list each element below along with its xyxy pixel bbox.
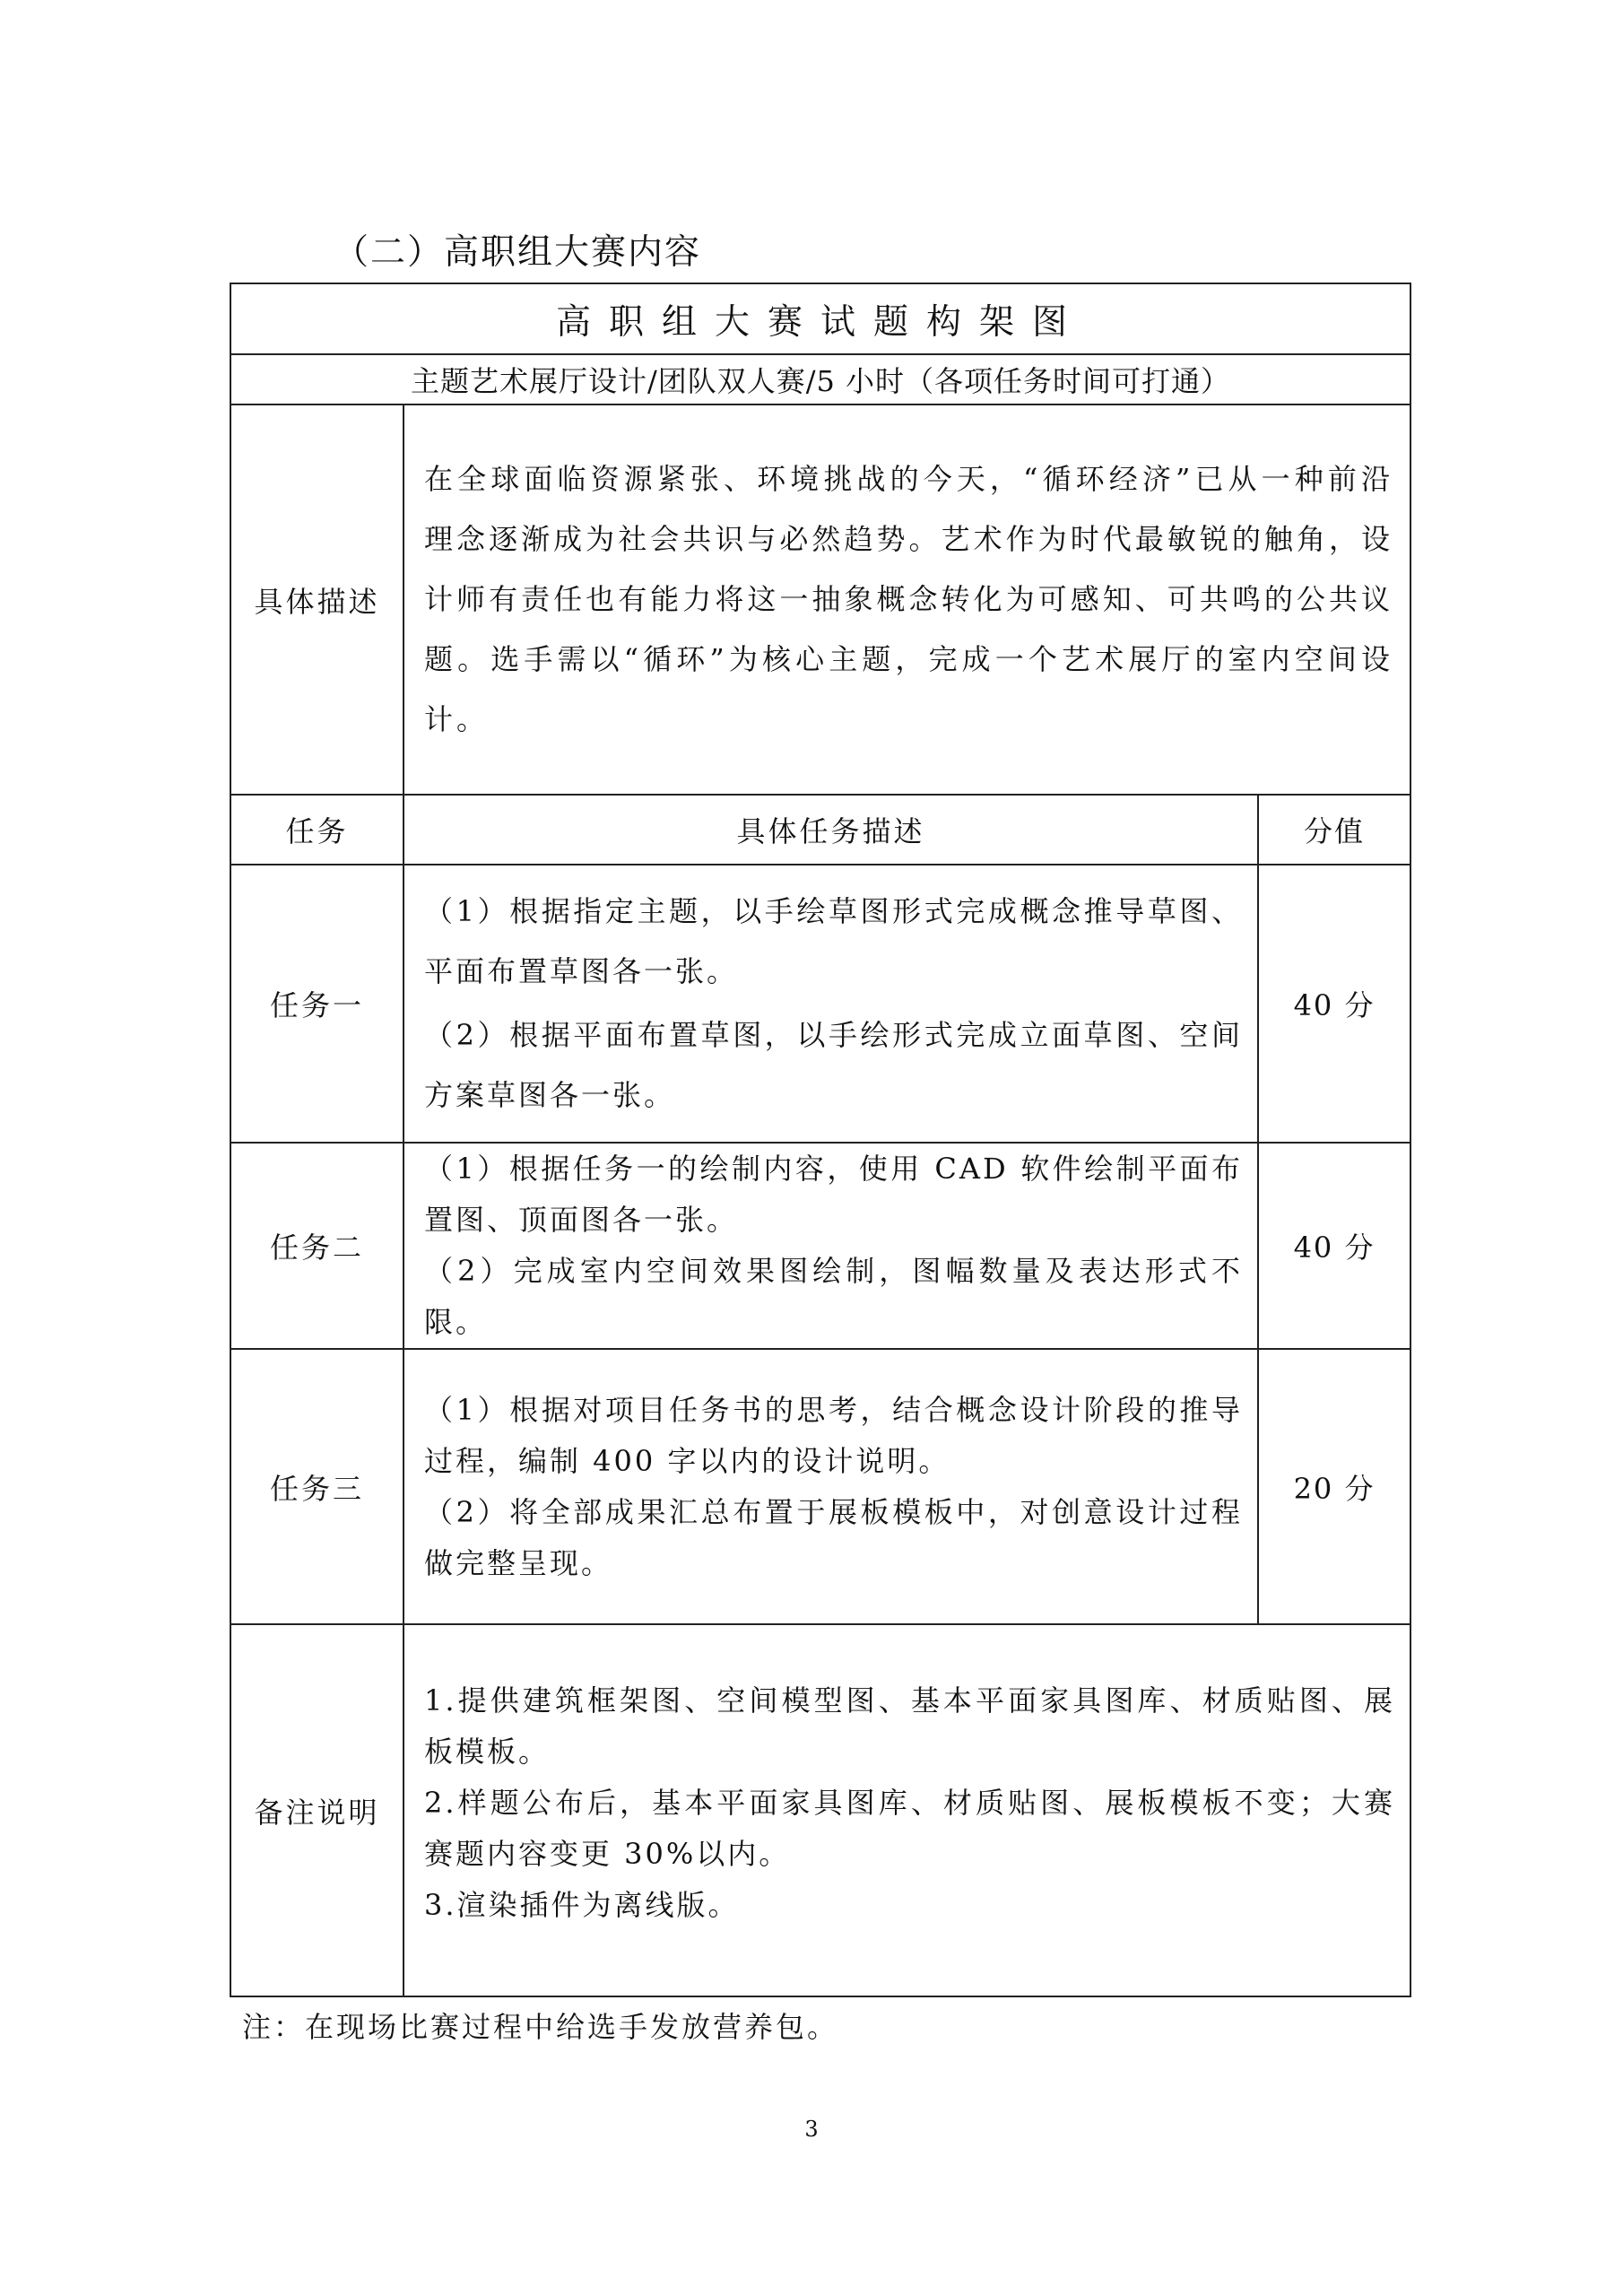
- notes-cell: [404, 1624, 1410, 1996]
- note-item: 2.样题公布后，基本平面家具图库、材质贴图、展板模板不变；大赛赛题内容变更 30%以内。: [424, 1786, 1396, 1871]
- task-row: [230, 1143, 1410, 1349]
- description-text: 在全球面临资源紧张、环境挑战的今天，“循环经济”已从一种前沿理念逐渐成为社会共识与必然趋势。艺术作为时代最敏锐的触角，设计师有责任也有能力将这一抽象概念转化为可感知、可共鸣的公共议题。选手需以“循环”为核心主题，完成一个艺术展厅的室内空间设计。: [424, 462, 1394, 736]
- task-item: （1）根据指定主题，以手绘草图形式完成概念推导草图、平面布置草图各一张。: [424, 894, 1243, 988]
- table-title: 高职组大赛试题构架图: [230, 283, 1410, 354]
- task-item: （1）根据对项目任务书的思考，结合概念设计阶段的推导过程，编制 400 字以内的设计说明。: [424, 1392, 1243, 1478]
- description-row: [230, 404, 1410, 795]
- notes-label: 备注说明: [230, 1624, 404, 1996]
- note-item: 3.渲染插件为离线版。: [424, 1888, 740, 1922]
- task-score: 40 分: [1258, 865, 1410, 1143]
- task-item: （1）根据任务一的绘制内容，使用 CAD 软件绘制平面布置图、顶面图各一张。: [424, 1152, 1243, 1237]
- task-score: 20 分: [1258, 1349, 1410, 1624]
- task-item: （2）根据平面布置草图，以手绘形式完成立面草图、空间方案草图各一张。: [424, 1018, 1243, 1112]
- table-title-row: [230, 283, 1410, 354]
- task-desc-cell: [404, 1143, 1258, 1349]
- header-task: 任务: [230, 795, 404, 865]
- task-item: （2）将全部成果汇总布置于展板模板中，对创意设计过程做完整呈现。: [424, 1494, 1243, 1580]
- description-label: 具体描述: [230, 404, 404, 795]
- task-row: [230, 865, 1410, 1143]
- description-cell: [404, 404, 1410, 795]
- task-row: [230, 1349, 1410, 1624]
- header-task-desc: 具体任务描述: [404, 795, 1258, 865]
- task-desc-cell: [404, 1349, 1258, 1624]
- task-name: 任务一: [230, 865, 404, 1143]
- task-score: 40 分: [1258, 1143, 1410, 1349]
- task-item: （2）完成室内空间效果图绘制，图幅数量及表达形式不限。: [424, 1254, 1243, 1339]
- note-item: 1.提供建筑框架图、空间模型图、基本平面家具图库、材质贴图、展板模板。: [424, 1683, 1396, 1769]
- competition-table: [230, 283, 1411, 1997]
- task-desc-cell: [404, 865, 1258, 1143]
- task-name: 任务三: [230, 1349, 404, 1624]
- notes-row: [230, 1624, 1410, 1996]
- page-number: 3: [804, 2117, 819, 2142]
- header-row: [230, 795, 1410, 865]
- table-subtitle-row: [230, 354, 1410, 404]
- header-score: 分值: [1258, 795, 1410, 865]
- task-name: 任务二: [230, 1143, 404, 1349]
- section-heading: （二）高职组大赛内容: [334, 232, 702, 273]
- table-subtitle: 主题艺术展厅设计/团队双人赛/5 小时（各项任务时间可打通）: [230, 354, 1410, 404]
- footnote: 注：在现场比赛过程中给选手发放营养包。: [242, 2010, 839, 2044]
